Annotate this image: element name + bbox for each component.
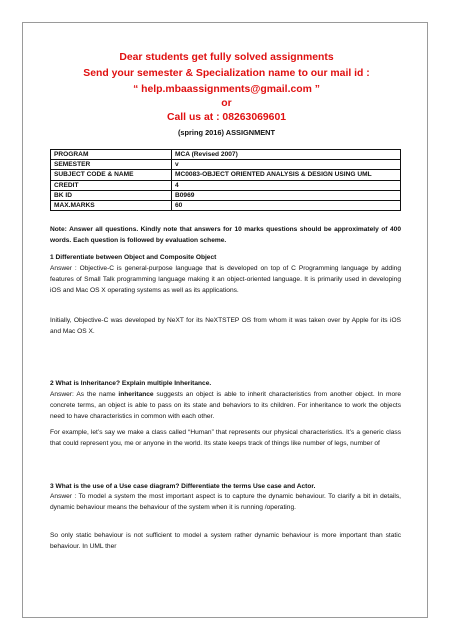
table-key: MAX.MARKS [51,201,172,211]
table-key: PROGRAM [51,150,172,160]
answer-2-bold-term: inheritance [118,391,154,398]
header-line-2: Send your semester & Specialization name to our mail id : [83,68,370,79]
table-value: MCA (Revised 2007) [172,150,401,160]
table-value: 4 [172,180,401,190]
table-row [51,190,401,200]
header-line-1: Dear students get fully solved assignments [119,52,334,63]
answer-2-text-end: suggests an object is able to inherit characteristics from another object. In more concrete terms, an object is able to pass on its state and behaviors to its children. For inheritance to work the objects need to have characteristics in common with each other. [50,391,401,420]
table-value: 60 [172,201,401,211]
table-row [51,201,401,211]
header-or: or [221,98,232,109]
table-row [51,160,401,170]
session-title: (spring 2016) ASSIGNMENT [177,128,276,137]
question-2-title: 2 What is Inheritance? Explain multiple Inheritance. [50,380,212,387]
table-key: CREDIT [51,180,172,190]
answer-2-paragraph-2: For example, let’s say we make a class called “Human” that represents our physical characteristics. It’s a generic class that could represent you, me or anyone in the world. Its state keeps track of things like number of legs, number of [50,429,401,447]
answer-1-paragraph-1: Answer : Objective-C is general-purpose language that is developed on top of C Programming language by adding features of Small Talk programming language making it an object-oriented language. It is primarily used in developing iOS and Mac OS X operating systems as well as its applications. [50,265,401,294]
answer-3-paragraph-1: Answer : To model a system the most important aspect is to capture the dynamic behaviour. To clarify a bit in details, dynamic behaviour means the behaviour of the system when it is running /operating. [50,493,401,511]
answer-1-paragraph-2: Initially, Objective-C was developed by NeXT for its NeXTSTEP OS from whom it was taken over by Apple for its iOS and Mac OS X. [50,317,401,335]
note-text: Note: Answer all questions. Kindly note that answers for 10 marks questions should be approximately of 400 words. Each question is followed by evaluation scheme. [50,226,401,244]
question-1-title: 1 Differentiate between Object and Composite Object [50,254,217,261]
table-key: BK ID [51,190,172,200]
table-key: SEMESTER [51,160,172,170]
answer-2-paragraph-1 [50,389,401,422]
answer-2-text-start: Answer: As the name [50,391,119,398]
info-table [50,149,401,211]
table-value: B0969 [172,190,401,200]
table-row [51,180,401,190]
header-email: “ help.mbaassignments@gmail.com ” [133,84,320,95]
header-phone: Call us at : 08263069601 [167,112,286,123]
table-row [51,150,401,160]
answer-3-paragraph-2: So only static behaviour is not sufficient to model a system rather dynamic behaviour is more important than static behaviour. In UML ther [50,532,401,550]
table-row [51,170,401,180]
table-value: v [172,160,401,170]
table-value: MC0083-OBJECT ORIENTED ANALYSIS & DESIGN USING UML [172,170,401,180]
table-key: SUBJECT CODE & NAME [51,170,172,180]
question-3-title: 3 What is the use of a Use case diagram? Differentiate the terms Use case and Actor. [50,483,316,490]
